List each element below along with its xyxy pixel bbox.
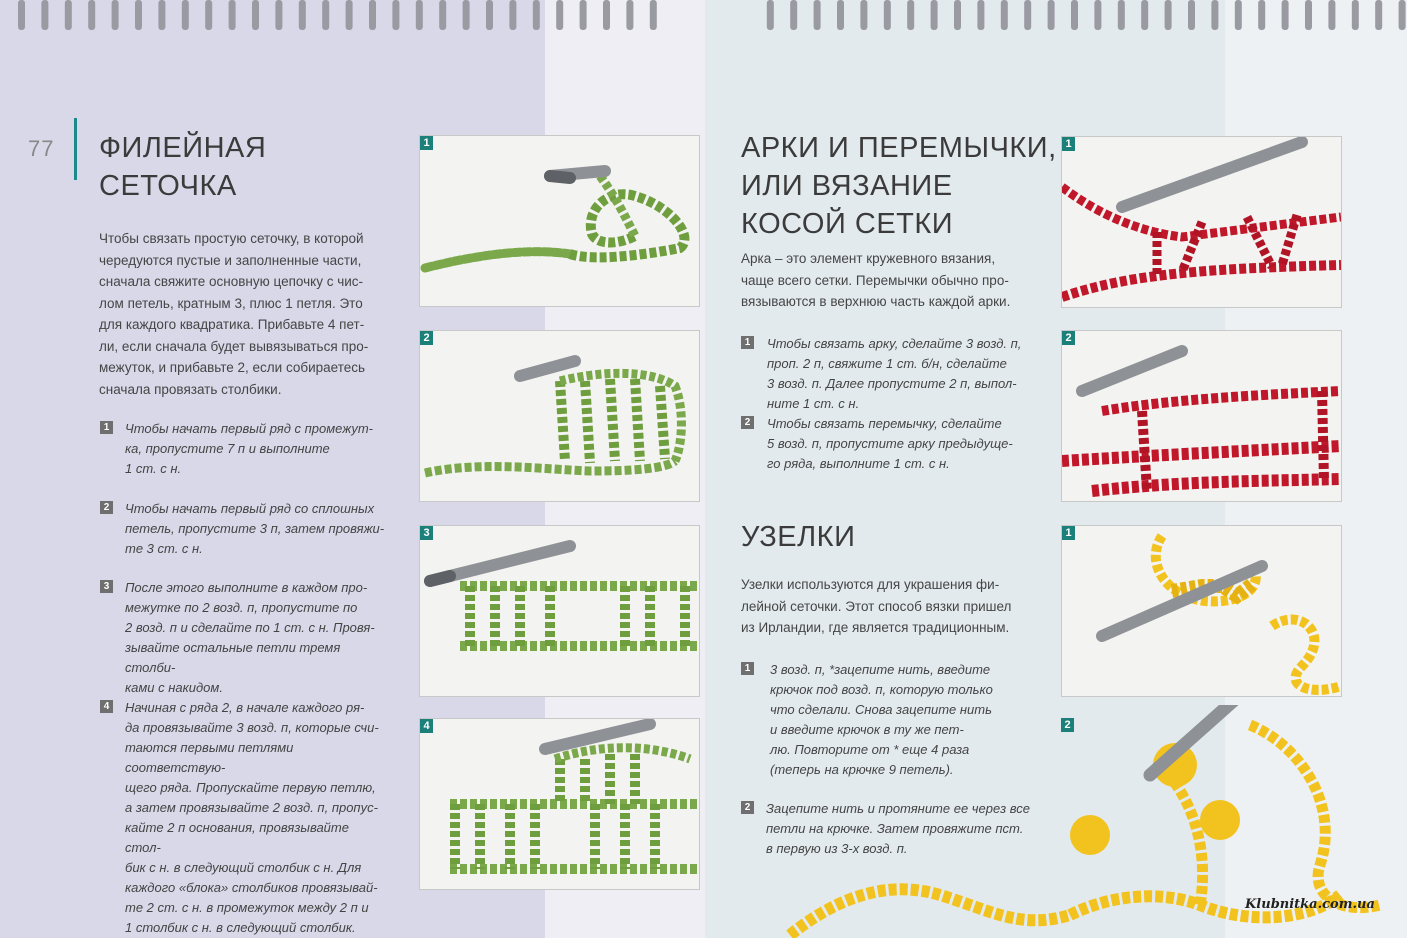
- photo-step-tag: 2: [1062, 331, 1075, 345]
- green-photo-3: [419, 525, 700, 697]
- red-photo-2: [1061, 330, 1342, 502]
- photo-step-tag: 2: [420, 331, 433, 345]
- filet-intro: [99, 228, 389, 400]
- spiral-ring: [346, 0, 353, 30]
- step-line: После этого выполните в каждом про-: [125, 580, 368, 595]
- intro-line: чередуются пустые и заполненные части,: [99, 252, 362, 268]
- spiral-ring: [884, 0, 891, 30]
- step-line: а затем провязывайте 2 возд. п, пропус-: [125, 800, 378, 815]
- step-line: 1 ст. с н.: [125, 461, 182, 476]
- spiral-ring: [1001, 0, 1008, 30]
- spiral-ring: [416, 0, 423, 30]
- spiral-ring: [1024, 0, 1031, 30]
- step-number-badge: 1: [100, 421, 113, 434]
- spiral-ring: [205, 0, 212, 30]
- step-line: Зацепите нить и протяните ее через все: [766, 801, 1030, 816]
- spiral-ring: [907, 0, 914, 30]
- arches-step-1: [767, 334, 1027, 414]
- step-line: ками с накидом.: [125, 680, 223, 695]
- step-line: проп. 2 п, свяжите 1 ст. б/н, сделайте: [767, 356, 1007, 371]
- title-knots: УЗЕЛКИ: [741, 521, 856, 553]
- spiral-ring: [977, 0, 984, 30]
- green-photo-4: [419, 718, 700, 890]
- step-line: зывайте остальные петли тремя столби-: [125, 640, 341, 675]
- step-line: 3 возд. п, *зацепите нить, введите: [770, 662, 991, 677]
- spiral-ring: [18, 0, 25, 30]
- spiral-ring: [439, 0, 446, 30]
- step-line: Чтобы связать перемычку, сделайте: [767, 416, 1002, 431]
- spiral-ring: [1305, 0, 1312, 30]
- step-number-badge: 1: [741, 662, 754, 675]
- spiral-ring: [1235, 0, 1242, 30]
- intro-line: Узелки используются для украшения фи-: [741, 577, 1000, 592]
- spiral-ring: [1188, 0, 1195, 30]
- step-line: в первую из 3-х возд. п.: [766, 841, 908, 856]
- step-line: петель, пропустите 3 п, затем провяжи-: [125, 521, 385, 536]
- intro-line: ли, если сначала будет вывязываться про-: [99, 338, 369, 354]
- spiral-ring: [1211, 0, 1218, 30]
- step-line: 1 столбик с н. в следующий столбик.: [125, 920, 356, 935]
- photo-step-tag: 1: [1062, 526, 1075, 540]
- photo-step-tag: 3: [420, 526, 433, 540]
- spiral-ring: [392, 0, 399, 30]
- step-line: го ряда, выполните 1 ст. с н.: [767, 456, 950, 471]
- title-arches-line3: КОСОЙ СЕТКИ: [741, 208, 954, 240]
- arches-intro: [741, 248, 1031, 313]
- spiral-ring: [626, 0, 633, 30]
- spiral-ring: [182, 0, 189, 30]
- page-number: 77: [28, 136, 55, 161]
- step-line: что сделали. Снова зацепите нить: [770, 702, 992, 717]
- step-line: Начиная с ряда 2, в начале каждого ря-: [125, 700, 365, 715]
- title-filet-line2: СЕТОЧКА: [99, 170, 237, 202]
- step-line: ните 1 ст. с н.: [767, 396, 860, 411]
- intro-line: Чтобы связать простую сеточку, в которой: [99, 231, 364, 246]
- spiral-ring: [41, 0, 48, 30]
- spiral-ring: [1165, 0, 1172, 30]
- spiral-ring: [1399, 0, 1406, 30]
- spiral-ring: [650, 0, 657, 30]
- spiral-ring: [252, 0, 259, 30]
- spiral-ring: [275, 0, 282, 30]
- intro-line: сначала свяжите основную цепочку с чис-: [99, 274, 364, 289]
- spiral-binding: [0, 0, 1407, 34]
- knots-intro: [741, 574, 1031, 639]
- spiral-ring: [1118, 0, 1125, 30]
- spiral-ring: [580, 0, 587, 30]
- filet-step-4: [125, 698, 385, 938]
- spiral-ring: [65, 0, 72, 30]
- step-line: и введите крючок в ту же пет-: [770, 722, 964, 737]
- intro-line: лейной сеточки. Этот способ вязки пришел: [741, 598, 1012, 614]
- step-number-badge: 1: [741, 336, 754, 349]
- step-line: крючок под возд. п, которую только: [770, 682, 993, 697]
- step-line: да провязывайте 3 возд. п, которые счи-: [125, 720, 379, 735]
- spiral-ring: [88, 0, 95, 30]
- yellow-photo-2-frame: [1061, 718, 1340, 828]
- spiral-ring: [767, 0, 774, 30]
- title-accent-bar: [74, 118, 77, 180]
- step-number-badge: 3: [100, 580, 113, 593]
- photo-step-tag: 2: [1061, 718, 1074, 732]
- step-line: межутке по 2 возд. п, пропустите по: [125, 600, 358, 615]
- intro-line: межуток, и прибавьте 2, если собираетесь: [99, 360, 366, 375]
- spiral-ring: [1071, 0, 1078, 30]
- spiral-ring: [954, 0, 961, 30]
- title-arches-line2: ИЛИ ВЯЗАНИЕ: [741, 170, 953, 202]
- spiral-ring: [158, 0, 165, 30]
- title-arches-line1: АРКИ И ПЕРЕМЫЧКИ,: [741, 132, 1057, 164]
- step-line: ка, пропустите 7 п и выполните: [125, 441, 330, 456]
- yellow-photo-1: [1061, 525, 1342, 697]
- intro-line: сначала провязать столбики.: [99, 381, 282, 397]
- spiral-ring: [1328, 0, 1335, 30]
- green-photo-2: [419, 330, 700, 502]
- spiral-ring: [135, 0, 142, 30]
- filet-step-1: [125, 419, 385, 479]
- photo-step-tag: 1: [420, 136, 433, 150]
- intro-line: Арка – это элемент кружевного вязания,: [741, 251, 996, 266]
- spiral-ring: [1352, 0, 1359, 30]
- step-line: 2 возд. п и сделайте по 1 ст. с н. Провя-: [125, 620, 375, 635]
- spiral-ring: [463, 0, 470, 30]
- red-photo-1: [1061, 136, 1342, 308]
- step-line: таются первыми петлями соответствую-: [125, 740, 294, 775]
- step-line: Чтобы начать первый ряд с промежут-: [125, 421, 374, 436]
- step-line: кайте 2 п основания, провязывайте стол-: [125, 820, 349, 855]
- spiral-ring: [369, 0, 376, 30]
- spiral-ring: [556, 0, 563, 30]
- intro-line: из Ирландии, где является традиционным.: [741, 620, 1010, 635]
- watermark: Klubnitka.com.ua: [1245, 897, 1375, 912]
- filet-step-2: [125, 499, 385, 559]
- spiral-ring: [837, 0, 844, 30]
- title-filet-line1: ФИЛЕЙНАЯ: [99, 132, 267, 164]
- intro-line: вязываются в верхнюю часть каждой арки.: [741, 294, 1011, 309]
- spiral-ring: [509, 0, 516, 30]
- spiral-ring: [860, 0, 867, 30]
- step-number-badge: 2: [741, 801, 754, 814]
- spiral-ring: [1282, 0, 1289, 30]
- spiral-ring: [229, 0, 236, 30]
- spiral-ring: [790, 0, 797, 30]
- step-line: 5 возд. п, пропустите арку предыдуще-: [767, 436, 1013, 451]
- spiral-ring: [814, 0, 821, 30]
- step-number-badge: 4: [100, 700, 113, 713]
- spiral-ring: [299, 0, 306, 30]
- step-line: каждого «блока» столбиков провязывай-: [125, 880, 378, 895]
- step-line: те 2 ст. с н. в промежуток между 2 п и: [125, 900, 369, 915]
- arches-step-2: [767, 414, 1027, 474]
- spiral-ring: [1141, 0, 1148, 30]
- filet-step-3: [125, 578, 385, 698]
- step-line: щего ряда. Пропускайте первую петлю,: [125, 780, 376, 795]
- intro-line: лом петель, кратным 3, плюс 1 петля. Это: [99, 295, 363, 311]
- green-photo-1: [419, 135, 700, 307]
- step-line: лю. Повторите от * еще 4 раза: [770, 742, 970, 757]
- spiral-ring: [1094, 0, 1101, 30]
- spiral-ring: [322, 0, 329, 30]
- spiral-ring: [1048, 0, 1055, 30]
- step-line: Чтобы начать первый ряд со сплошных: [125, 501, 375, 516]
- spiral-ring: [1375, 0, 1382, 30]
- photo-step-tag: 1: [1062, 137, 1075, 151]
- step-line: (теперь на крючке 9 петель).: [770, 762, 954, 777]
- step-number-badge: 2: [741, 416, 754, 429]
- spiral-ring: [931, 0, 938, 30]
- photo-step-tag: 4: [420, 719, 433, 733]
- step-line: 3 возд. п. Далее пропустите 2 п, выпол-: [767, 376, 1017, 391]
- spiral-ring: [486, 0, 493, 30]
- spiral-ring: [1258, 0, 1265, 30]
- step-line: бик с н. в следующий столбик с н. Для: [125, 860, 362, 875]
- intro-line: для каждого квадратика. Прибавьте 4 пет-: [99, 317, 365, 332]
- step-line: Чтобы связать арку, сделайте 3 возд. п,: [767, 336, 1022, 351]
- step-number-badge: 2: [100, 501, 113, 514]
- step-line: петли на крючке. Затем провяжите пст.: [766, 821, 1024, 836]
- intro-line: чаще всего сетки. Перемычки обычно про-: [741, 272, 1009, 288]
- spiral-ring: [603, 0, 610, 30]
- spiral-ring: [533, 0, 540, 30]
- step-line: те 3 ст. с н.: [125, 541, 203, 556]
- spiral-ring: [112, 0, 119, 30]
